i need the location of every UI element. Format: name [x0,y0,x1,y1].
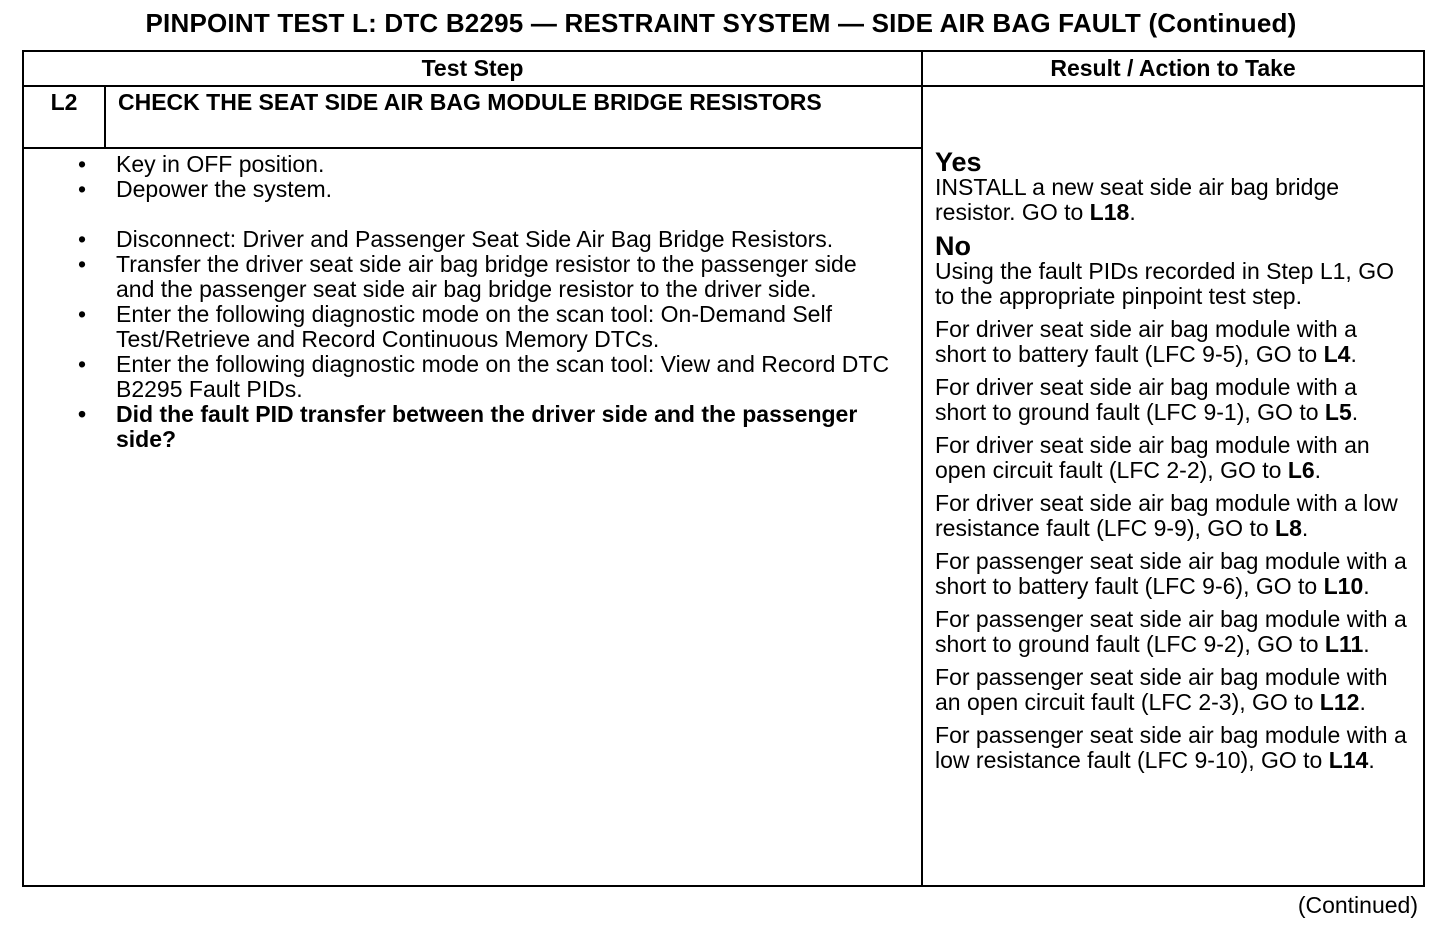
instruction-question: • Did the fault PID transfer between the driver side and the passenger side? [116,402,891,452]
goto-target[interactable]: L6 [1287,457,1315,483]
goto-target[interactable]: L5 [1324,399,1352,425]
instruction-item: • Key in OFF position. [116,152,891,177]
instruction-item: • Transfer the driver seat side air bag bridge resistor to the passenger side and the passenger seat side air bag bridge resistor to the driver side. [116,252,891,302]
result-no-intro: Using the fault PIDs recorded in Step L1, GO to the appropriate pinpoint test step. [935,258,1394,309]
header-result-action: Result / Action to Take [922,51,1424,86]
goto-target[interactable]: L11 [1324,631,1364,657]
header-test-step: Test Step [23,51,922,86]
goto-target[interactable]: L8 [1275,515,1302,541]
result-cell [922,86,1424,886]
step-instructions [23,148,922,886]
result-action-item: For passenger seat side air bag module with a short to battery fault (LFC 9-6), GO to L10. [935,548,1407,599]
goto-target[interactable]: L12 [1319,689,1360,715]
result-action-item: For driver seat side air bag module with a short to battery fault (LFC 9-5), GO to L4. [935,316,1357,367]
instruction-item: • Disconnect: Driver and Passenger Seat Side Air Bag Bridge Resistors. [116,227,891,252]
instruction-list [24,152,891,452]
goto-target[interactable]: L10 [1323,573,1364,599]
pinpoint-test-table [22,50,1425,887]
step-title: CHECK THE SEAT SIDE AIR BAG MODULE BRIDGE RESISTORS [105,86,922,148]
continued-label: (Continued) [1297,892,1418,918]
result-yes-label: Yes [935,147,982,177]
goto-target[interactable]: L4 [1323,341,1351,367]
result-no-label: No [935,231,972,261]
result-action-item: For passenger seat side air bag module with a low resistance fault (LFC 9-10), GO to L14. [935,722,1407,773]
instruction-item: • Enter the following diagnostic mode on the scan tool: View and Record DTC B2295 Fault PIDs. [116,352,891,402]
instruction-item: • Enter the following diagnostic mode on the scan tool: On-Demand Self Test/Retrieve and Record Continuous Memory DTCs. [116,302,891,352]
result-action-item: For passenger seat side air bag module with an open circuit fault (LFC 2-3), GO to L12. [935,664,1388,715]
instruction-item: • Depower the system. [116,177,891,202]
result-action-item: For passenger seat side air bag module with a short to ground fault (LFC 9-2), GO to L11. [935,606,1407,657]
goto-target[interactable]: L14 [1328,747,1369,773]
result-action-item: For driver seat side air bag module with an open circuit fault (LFC 2-2), GO to L6. [935,432,1370,483]
result-yes-text: INSTALL a new seat side air bag bridge resistor. GO to L18. [935,174,1340,225]
result-action-item: For driver seat side air bag module with a short to ground fault (LFC 9-1), GO to L5. [935,374,1359,425]
page-title: PINPOINT TEST L: DTC B2295 — RESTRAINT SYSTEM — SIDE AIR BAG FAULT (Continued) [145,8,1297,38]
result-action-item: For driver seat side air bag module with a low resistance fault (LFC 9-9), GO to L8. [935,490,1398,541]
goto-target[interactable]: L18 [1089,199,1130,225]
step-id: L2 [23,86,105,148]
